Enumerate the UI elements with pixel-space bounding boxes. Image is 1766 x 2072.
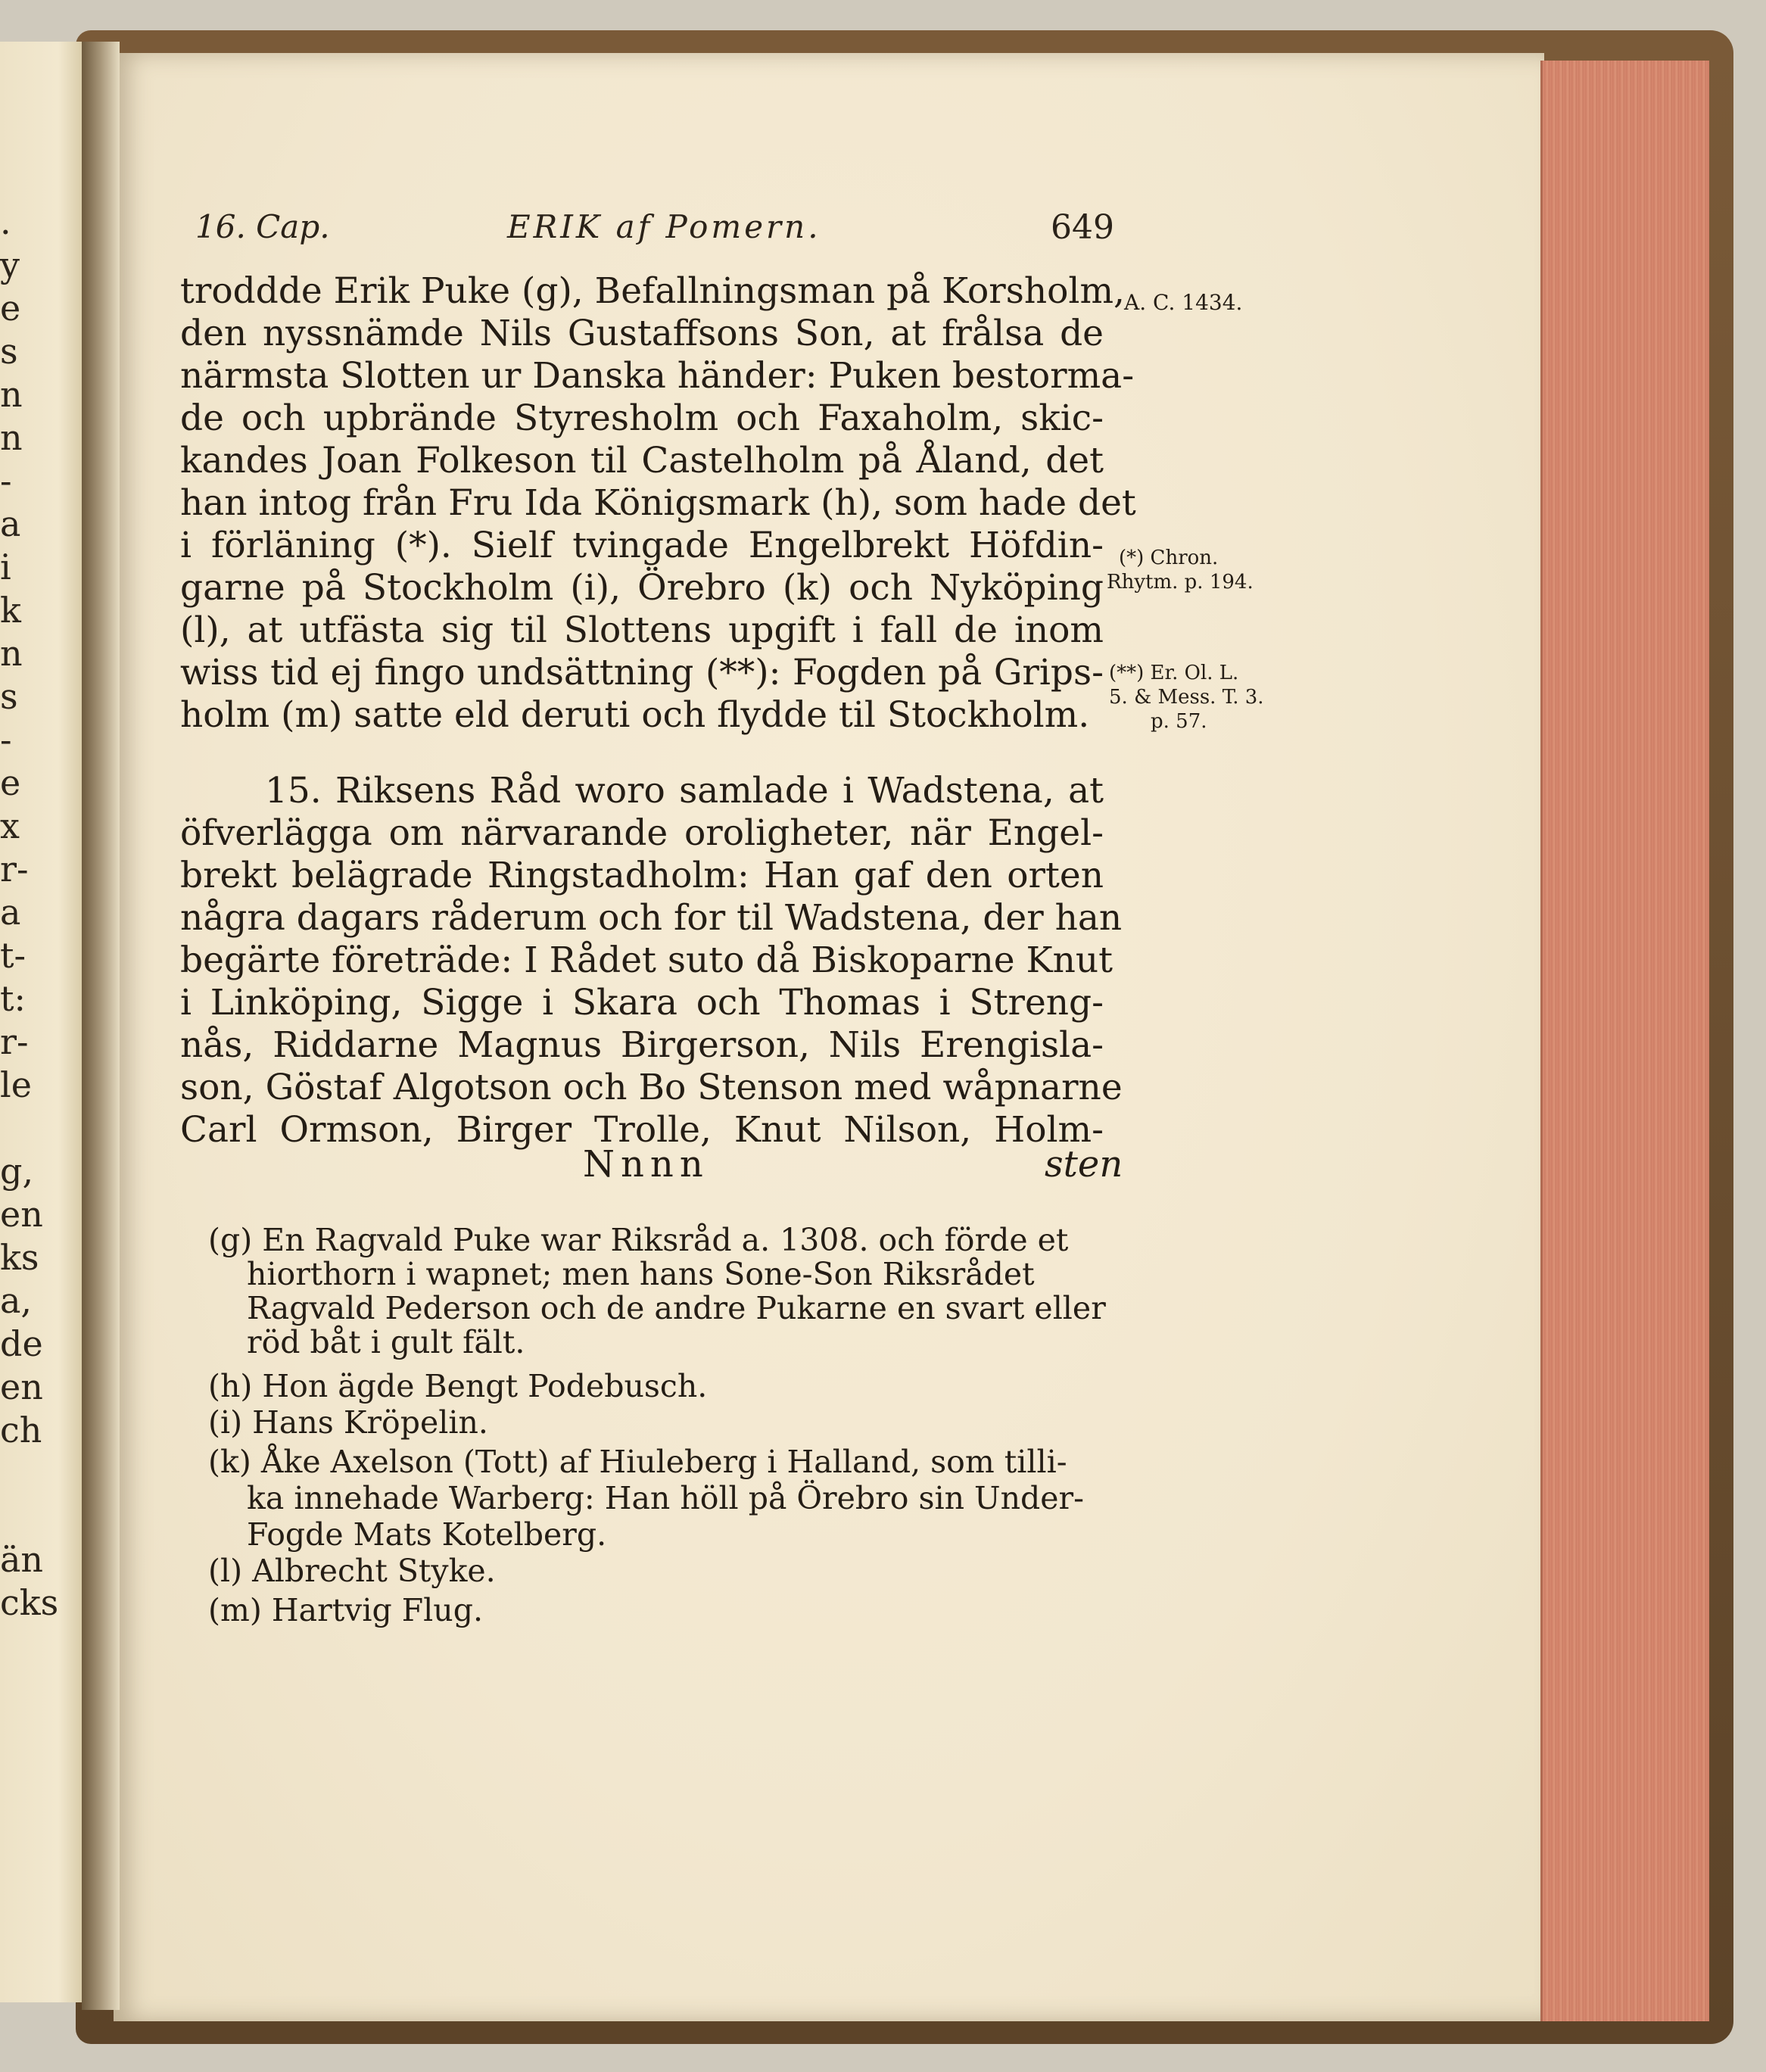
running-title: ERIK af Pomern. [507, 208, 821, 245]
left-page-char: x [0, 805, 20, 846]
margin-note-erol: p. 57. [1151, 710, 1207, 733]
left-page-char: k [0, 590, 21, 631]
margin-note-erol: 5. & Mess. T. 3. [1109, 686, 1264, 709]
left-page-char: t: [0, 978, 26, 1019]
footnote-line: (h) Hon ägde Bengt Podebusch. [208, 1368, 708, 1404]
footnote-line: hiorthorn i wapnet; men hans Sone-Son Riksrådet [247, 1256, 1035, 1292]
left-page-char: r- [0, 1021, 29, 1062]
book-gutter [82, 42, 120, 2010]
body-line: wiss tid ej fingo undsättning (**): Fogden på Grips- [180, 652, 1104, 693]
body-line: kandes Joan Folkeson til Castelholm på Åland, det [180, 440, 1104, 481]
chapter-heading: 16. Cap. [195, 208, 330, 245]
left-page-char: ks [0, 1237, 39, 1278]
footnote-line: Fogde Mats Kotelberg. [247, 1516, 607, 1553]
margin-year: A. C. 1434. [1124, 290, 1243, 315]
left-page-char: i [0, 547, 11, 587]
left-page-char: ch [0, 1410, 42, 1450]
body-line: närmsta Slotten ur Danska händer: Puken bestorma- [180, 355, 1135, 397]
left-page-char: - [0, 460, 12, 501]
body-line: holm (m) satte eld deruti och flydde til Stockholm. [180, 694, 1090, 736]
left-page-char: n [0, 417, 23, 458]
footnote-line: (l) Albrecht Styke. [208, 1553, 496, 1589]
body-line: garne på Stockholm (i), Örebro (k) och Nyköping [180, 567, 1104, 609]
paragraph-line: begärte företräde: I Rådet suto då Biskoparne Knut [180, 939, 1113, 981]
signature-mark: Nnnn [583, 1143, 709, 1186]
left-page-char: g, [0, 1151, 34, 1192]
left-page-char: en [0, 1194, 43, 1235]
paragraph-line: brekt belägrade Ringstadholm: Han gaf den orten [180, 855, 1104, 896]
left-page-char: t- [0, 935, 26, 976]
left-page-char: a [0, 892, 21, 933]
paragraph-line: i Linköping, Sigge i Skara och Thomas i Streng- [180, 982, 1104, 1024]
body-line: den nyssnämde Nils Gustaffsons Son, at frålsa de [180, 313, 1104, 354]
left-page-char [0, 1495, 23, 1538]
left-page-char: n [0, 633, 23, 674]
left-page-text [0, 201, 59, 1625]
body-line: (l), at utfästa sig til Slottens upgift i fall de inom [180, 609, 1104, 651]
footnote-line: (i) Hans Kröpelin. [208, 1404, 488, 1441]
body-line: han intog från Fru Ida Königsmark (h), som hade det [180, 482, 1136, 524]
paragraph-line: nås, Riddarne Magnus Birgerson, Nils Erengisla- [180, 1024, 1104, 1066]
left-page-char: le [0, 1064, 32, 1105]
left-page-char: cks [0, 1582, 59, 1623]
paragraph-line: några dagars råderum och for til Wadstena, der han [180, 897, 1123, 939]
footnote-line: röd båt i gult fält. [247, 1324, 525, 1360]
left-page-sliver [0, 42, 85, 2002]
left-page-char: s [0, 676, 18, 717]
catchword: sten [1045, 1143, 1123, 1186]
left-page-char [0, 1452, 23, 1495]
paragraph-line: Carl Ormson, Birger Trolle, Knut Nilson, Holm- [180, 1109, 1104, 1151]
footnote-line: (g) En Ragvald Puke war Riksråd a. 1308. och förde et [208, 1222, 1069, 1258]
left-page-char: n [0, 374, 23, 415]
left-page-char: e [0, 288, 21, 329]
left-page-char: a [0, 503, 21, 544]
body-line: de och upbrände Styresholm och Faxaholm, skic- [180, 397, 1104, 439]
paragraph-line: öfverlägga om närvarande oroligheter, när Engel- [180, 812, 1104, 854]
page-edges [1540, 61, 1709, 2021]
paragraph-line: 15. Riksens Råd woro samlade i Wadstena, at [265, 770, 1104, 812]
footnote-line: (k) Åke Axelson (Tott) af Hiuleberg i Halland, som tilli- [208, 1444, 1067, 1480]
left-page-char: a, [0, 1280, 33, 1321]
left-page-char: . [0, 201, 11, 242]
left-page-char: en [0, 1366, 43, 1407]
margin-note-chron: Rhytm. p. 194. [1107, 571, 1254, 594]
paragraph-line: son, Göstaf Algotson och Bo Stenson med wåpnarne [180, 1067, 1123, 1108]
margin-note-erol: (**) Er. Ol. L. [1109, 662, 1239, 684]
body-line: i förläning (*). Sielf tvingade Engelbrekt Höfdin- [180, 525, 1104, 566]
left-page-char: r- [0, 849, 29, 890]
left-page-char: de [0, 1323, 43, 1364]
body-line: troddde Erik Puke (g), Befallningsman på Korsholm, [180, 270, 1125, 312]
footnote-line: ka innehade Warberg: Han höll på Örebro sin Under- [247, 1480, 1084, 1516]
left-page-char: än [0, 1539, 44, 1580]
footnote-line: (m) Hartvig Flug. [208, 1592, 483, 1628]
page-number: 649 [1051, 208, 1114, 247]
left-page-char: s [0, 331, 18, 372]
left-page-char [0, 1107, 23, 1150]
left-page-char: y [0, 245, 20, 285]
left-page-char: e [0, 762, 21, 803]
footnote-line: Ragvald Pederson och de andre Pukarne en svart eller [247, 1290, 1106, 1326]
left-page-char: - [0, 719, 12, 760]
margin-note-chron: (*) Chron. [1119, 547, 1219, 569]
